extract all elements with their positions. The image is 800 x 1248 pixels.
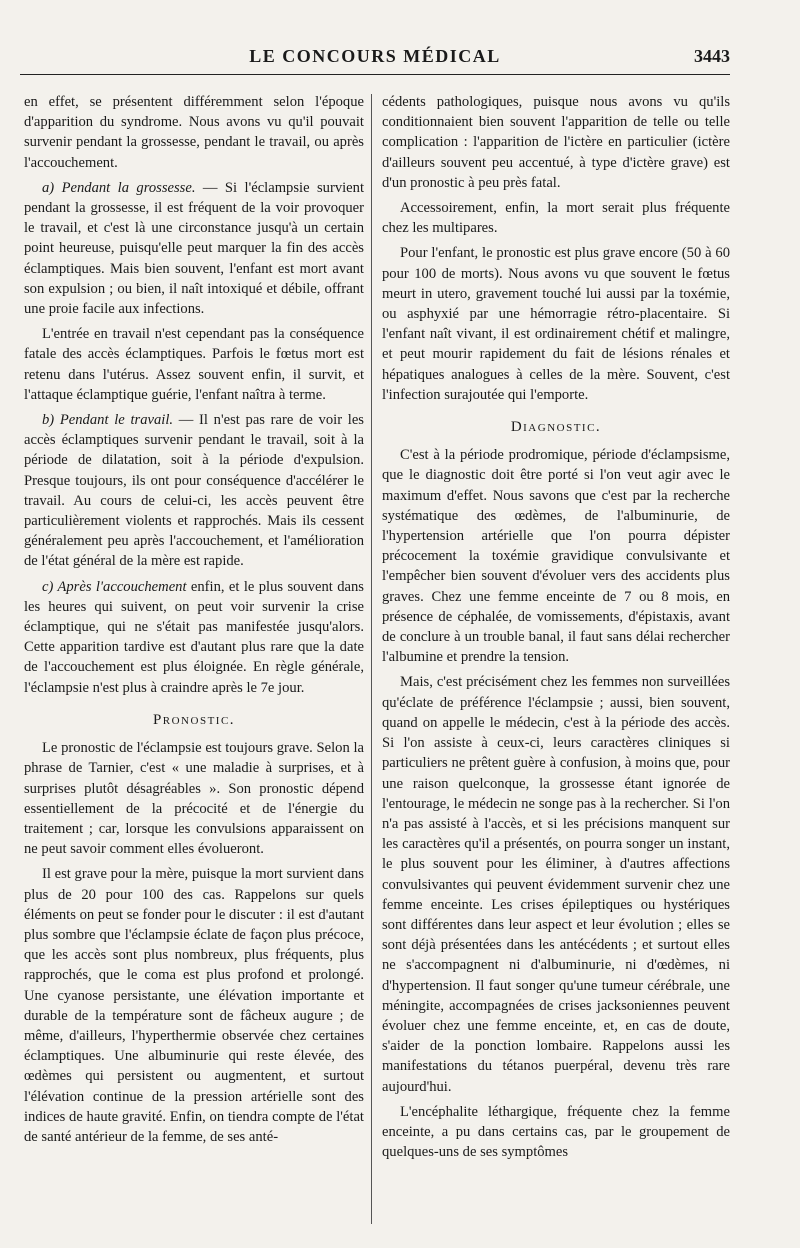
paragraph: Pour l'enfant, le pronostic est plus grave encore (50 à 60 pour 100 de morts). Nous avons vu que souvent le fœtus meurt in utero, gravement touché lui aussi par la toxémie, ou asphyxié par une hémorragie rétro-placentaire. Si l'enfant naît vivant, il est ordinairement chétif et malingre, et peut mourir rapidement du fait de lésions rénales et hépatiques analogues à celles de la mère. Souvent, c'est l'infection surajoutée qui l'emporte.	[382, 245, 730, 403]
paragraph	[24, 577, 364, 698]
paragraph: en effet, se présentent différemment selon l'époque d'apparition du syndrome. Nous avons vu qu'il pouvait survenir pendant la grossesse, pendant le travail, ou après l'accouchement.	[24, 94, 364, 171]
paragraph	[24, 178, 364, 319]
paragraph: L'entrée en travail n'est cependant pas la conséquence fatale des accès éclamptiques. Parfois le fœtus mort est retenu dans l'utérus. Assez souvent enfin, il survit, et l'attaque éclamptique guérie, l'enfant naîtra à terme.	[24, 326, 364, 403]
paragraph: Accessoirement, enfin, la mort serait plus fréquente chez les multipares.	[382, 200, 730, 237]
paragraph: L'encéphalite léthargique, fréquente chez la femme enceinte, a pu dans certains cas, par le groupement de quelques-uns de ses symptômes	[382, 1103, 730, 1161]
paragraph: Il est grave pour la mère, puisque la mort survient dans plus de 20 pour 100 des cas. Rappelons sur quels éléments on peut se fonder pour le discuter : il est d'autant plus sombre que l'éclampsie éclate de façon plus précoce, que les accès sont plus nombreux, plus fréquents, plus rapprochés, que le coma est plus profond et prolongé. Une cyanose persistante, une élévation importante et durable de la température sont de fâcheux augure ; de même, d'ailleurs, l'hyperthermie observée chez certaines éclamptiques. Une albuminurie qui reste élevée, des œdèmes qui persistent ou augmentent, et surtout l'élévation continue de la pression artérielle sont des indices de haute gravité. Enfin, on tiendra compte de l'état de santé antérieur de la femme, de ses anté-	[24, 866, 364, 1145]
paragraph: cédents pathologiques, puisque nous avons vu qu'ils conditionnaient bien souvent l'apparition de telle ou telle complication : l'apparition de l'ictère en particulier (ictère d'ailleurs souvent peu accentué, à type d'ictère grave) est d'un pronostic à peu près fatal.	[382, 94, 730, 191]
paragraph-lead: b) Pendant le travail.	[42, 412, 174, 429]
section-heading-pronostic: Pronostic.	[152, 711, 236, 728]
paragraph-lead: c) Après l'accouchement	[42, 578, 187, 595]
paragraph: C'est à la période prodromique, période d'éclampsisme, que le diagnostic doit être porté si l'on veut agir avec le maximum d'effet. Nous savons que c'est par la recherche systématique des œdèmes, de l'albuminurie, de l'hypertension artérielle que l'on pourra dépister précocement la toxémie gravidique convulsivante et l'empêcher bien souvent d'évoluer vers des accidents plus graves. Chez une femme enceinte de 7 ou 8 mois, en présence de céphalée, de vomissements, d'épistaxis, avant de conclure à un trouble banal, il faut sans délai rechercher l'albumine et prendre la tension.	[382, 447, 730, 666]
page-number: 3443	[694, 46, 730, 66]
right-column	[382, 92, 730, 1232]
paragraph: Mais, c'est précisément chez les femmes non surveillées qu'éclate de préférence l'éclampsie ; aussi, bien souvent, quand on appelle le médecin, c'est à la période des accès. Si l'on assiste à ceux-ci, leurs caractères cliniques si particuliers ne prêtent guère à confusion, à moins que, pour une raison quelconque, la grossesse étant ignorée de l'entourage, le médecin ne songe pas à la rechercher. Si l'on n'a pas assisté à l'accès, et si les précisions manquent sur les caractères qu'il a présentés, on pourra songer un instant, le plus souvent pour les éliminer, à d'autres affections convulsivantes qui peuvent évidemment survenir chez une femme enceinte. Les crises épileptiques ou hystériques sont différentes dans leur aspect et leur évolution ; elles se sont déjà présentées dans les antécédents ; et surtout elles ne s'accompagnent ni d'albuminurie, ni d'œdèmes, ni d'hypertension. Il faut songer qu'une tumeur cérébrale, une méningite, accompagnées de crises jacksoniennes peuvent évoluer chez une femme enceinte, et, en cas de doute, s'aider de la ponction lombaire. Rappelons aussi les manifestations du tétanos puerpéral, devenu très rare aujourd'hui.	[382, 674, 730, 1095]
section-heading-diagnostic: Diagnostic.	[510, 419, 602, 436]
left-column	[24, 92, 364, 1232]
paragraph-body: enfin, et le plus souvent dans les heures qui suivent, on peut voir survenir la crise éclamptique, qui ne s'était pas manifestée jusqu'alors. Cette apparition tardive est d'autant plus rare que la date de l'accouchement est plus éloignée. En règle générale, l'éclampsie n'est plus à craindre après le 7e jour.	[24, 578, 364, 696]
paragraph-lead: a) Pendant la grossesse.	[42, 179, 196, 196]
paragraph: Le pronostic de l'éclampsie est toujours grave. Selon la phrase de Tarnier, c'est « une maladie à surprises, et à surprises plutôt désagréables ». Son pronostic dépend essentiellement de la précocité et de l'énergie du traitement ; car, lorsque les convulsions apparaissent on ne peut savoir comment elles évolueront.	[24, 740, 364, 858]
paragraph	[24, 410, 364, 572]
column-divider	[371, 94, 372, 1224]
page-header	[20, 44, 730, 76]
journal-title: LE CONCOURS MÉDICAL	[249, 46, 501, 66]
header-rule	[20, 74, 730, 75]
paragraph-body: — Il n'est pas rare de voir les accès éclamptiques survenir pendant le travail, soit à la période de dilatation, soit à la période d'expulsion. Presque toujours, ils ont pour conséquence d'accélérer le travail. Au cours de celui-ci, les accès peuvent être particulièrement violents et rapprochés. Mais ils cessent généralement peu après l'accouchement, et l'amélioration de l'état général de la mère est rapide.	[24, 412, 364, 570]
paragraph-body: — Si l'éclampsie survient pendant la grossesse, il est fréquent de la voir provoquer le travail, et c'est là une circonstance jusqu'à un certain point heureuse, puisqu'elle peut marquer la fin des accès éclamptiques. Mais bien souvent, l'enfant est mort avant son expulsion ; ou bien, il naît intoxiqué et débile, offrant une proie facile aux infections.	[24, 179, 364, 318]
